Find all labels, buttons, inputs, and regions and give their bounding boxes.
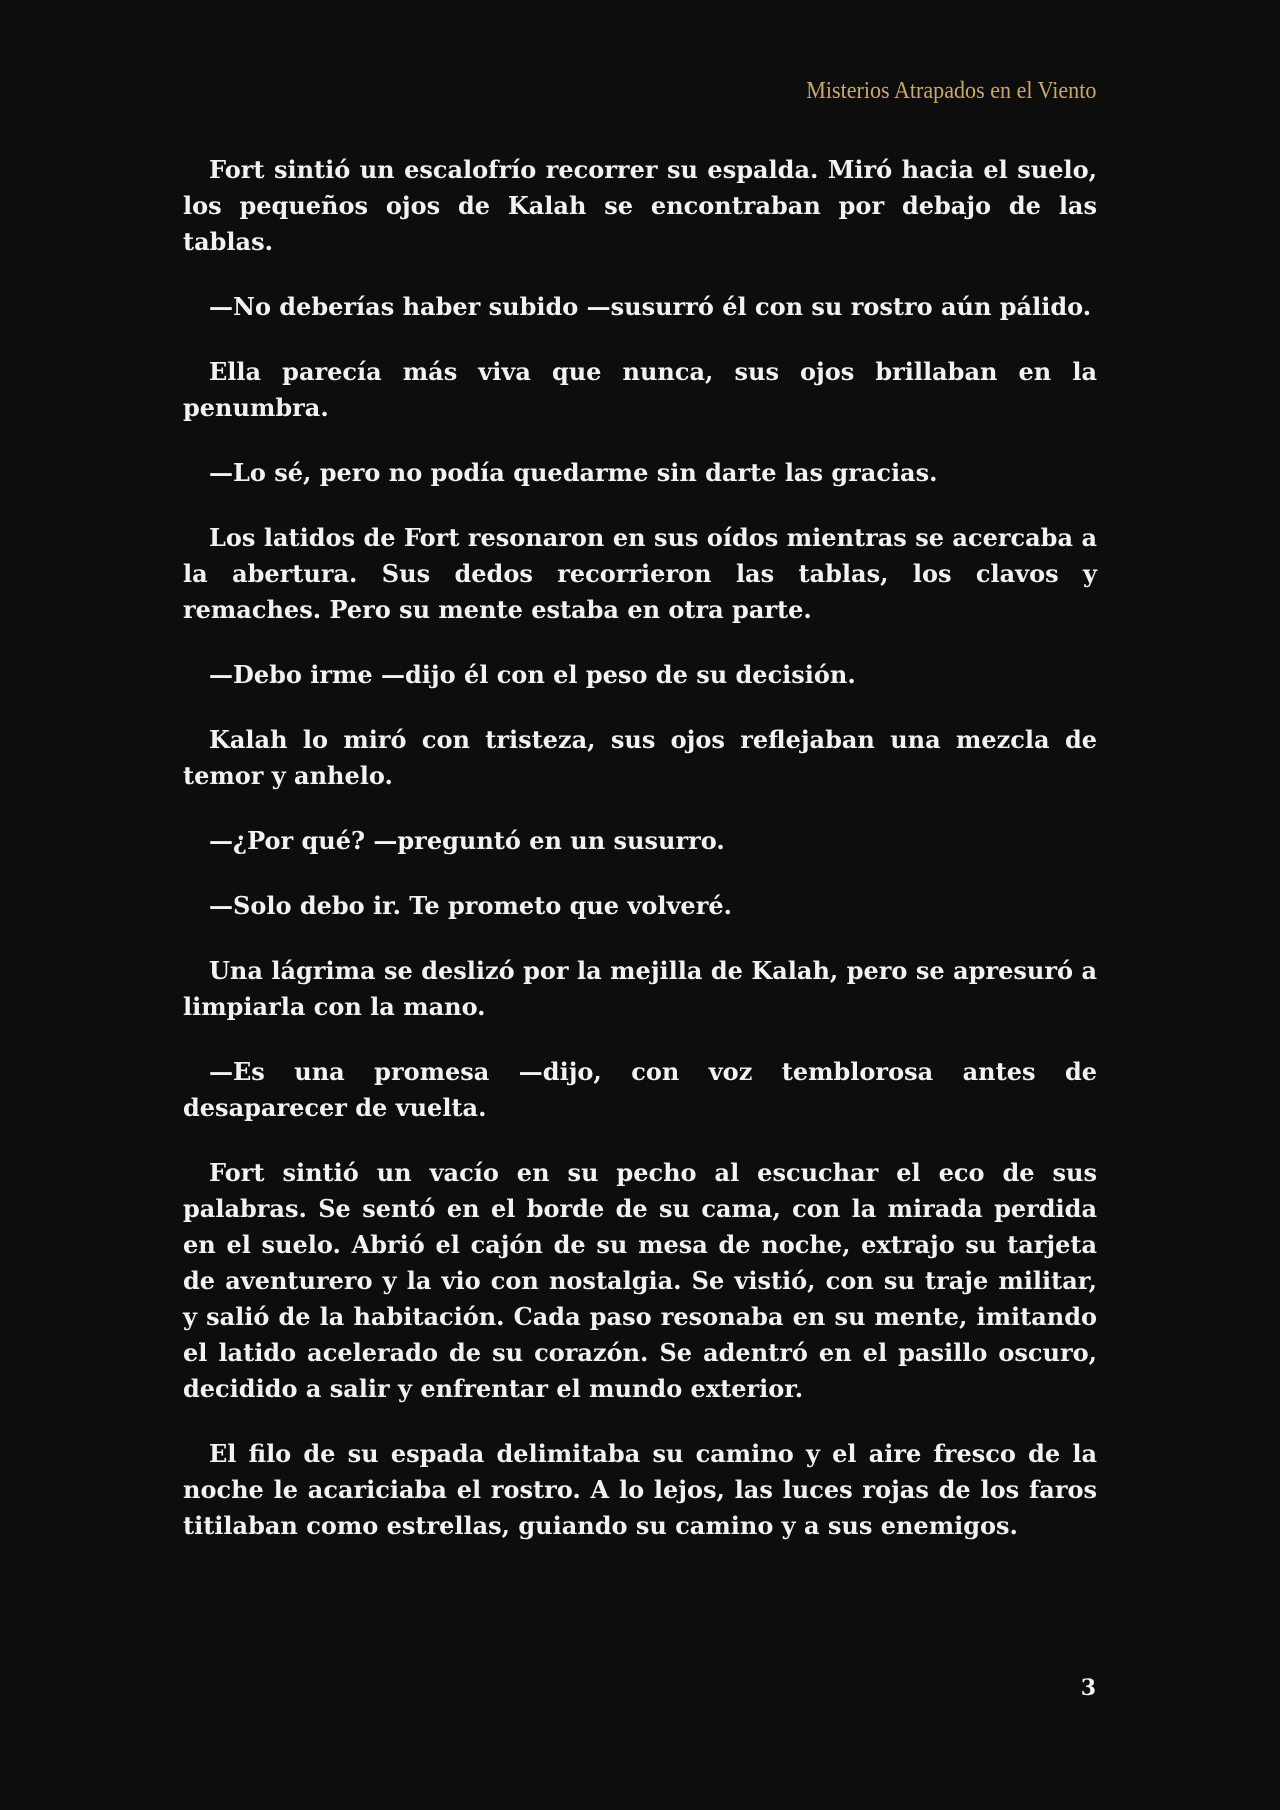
paragraph: Una lágrima se deslizó por la mejilla de Kalah, pero se apresuró a limpiarla con la mano. [183, 956, 1097, 1021]
page-number: 3 [1080, 1675, 1096, 1701]
running-header-title: Misterios Atrapados en el Viento [805, 78, 1096, 104]
chapter-body [183, 152, 1097, 1573]
paragraph: —Debo irme —dijo él con el peso de su decisión. [209, 660, 856, 689]
paragraph: Ella parecía más viva que nunca, sus ojos brillaban en la penumbra. [183, 357, 1097, 422]
paragraph: —No deberías haber subido —susurró él con su rostro aún pálido. [209, 292, 1092, 321]
paragraph: —Solo debo ir. Te prometo que volveré. [209, 891, 732, 920]
paragraph: —Es una promesa —dijo, con voz temblorosa antes de desaparecer de vuelta. [183, 1057, 1097, 1122]
paragraph: Los latidos de Fort resonaron en sus oídos mientras se acercaba a la abertura. Sus dedos recorrieron las tablas, los clavos y remaches. Pero su mente estaba en otra parte. [183, 523, 1097, 624]
paragraph: Fort sintió un escalofrío recorrer su espalda. Miró hacia el suelo, los pequeños ojos de Kalah se encontraban por debajo de las tablas. [183, 155, 1097, 256]
paragraph: Fort sintió un vacío en su pecho al escuchar el eco de sus palabras. Se sentó en el borde de su cama, con la mirada perdida en el suelo. Abrió el cajón de su mesa de noche, extrajo su tarjeta de aventurero y la vio con nostalgia. Se vistió, con su traje militar, y salió de la habitación. Cada paso resonaba en su mente, imitando el latido acelerado de su corazón. Se adentró en el pasillo oscuro, decidido a salir y enfrentar el mundo exterior. [183, 1158, 1097, 1403]
paragraph: Kalah lo miró con tristeza, sus ojos reflejaban una mezcla de temor y anhelo. [183, 725, 1097, 790]
paragraph: El filo de su espada delimitaba su camino y el aire fresco de la noche le acariciaba el rostro. A lo lejos, las luces rojas de los faros titilaban como estrellas, guiando su camino y a sus enemigos. [183, 1439, 1097, 1540]
paragraph: —¿Por qué? —preguntó en un susurro. [209, 826, 725, 855]
paragraph: —Lo sé, pero no podía quedarme sin darte las gracias. [209, 458, 938, 487]
